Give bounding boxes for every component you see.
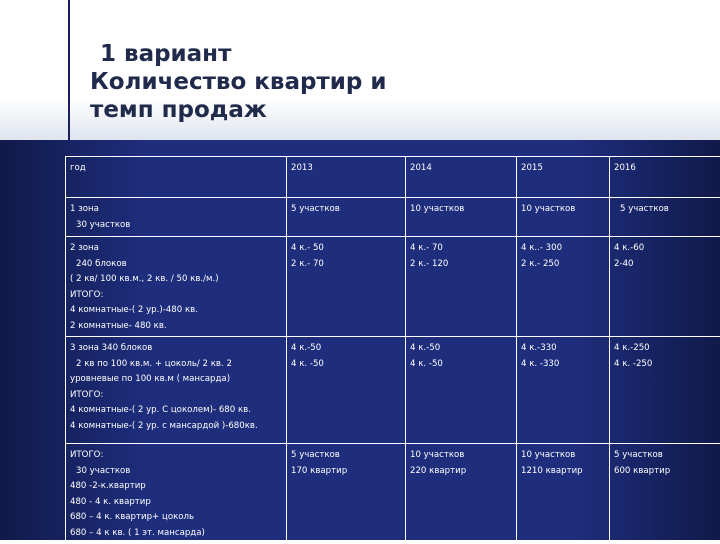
table-row <box>66 337 720 444</box>
cell-line: 480 - 4 к. квартир <box>70 495 282 511</box>
title-line-1: 1 вариант <box>90 40 386 68</box>
cell-line: ИТОГО: <box>70 288 282 304</box>
table-cell <box>610 444 720 544</box>
cell-line: 4 к. -330 <box>521 357 605 373</box>
row-label-zone-1 <box>66 198 287 237</box>
cell-line: 4 к. -50 <box>410 357 512 373</box>
cell-line: 220 квартир <box>410 464 512 480</box>
header-cell-year: год <box>66 157 287 198</box>
table-cell <box>610 198 720 237</box>
row-label-zone-2 <box>66 237 287 337</box>
cell-line: 5 участков <box>291 448 401 464</box>
table-cell <box>406 337 517 444</box>
header-cell-2016: 2016 <box>610 157 720 198</box>
cell-line: 5 участков <box>291 202 401 218</box>
cell-line: 4 к. -250 <box>614 357 720 373</box>
cell-line: ( 2 кв/ 100 кв.м., 2 кв. / 50 кв./м.) <box>70 272 282 288</box>
cell-line: 10 участков <box>410 448 512 464</box>
table-cell <box>287 198 406 237</box>
header-cell-2013: 2013 <box>287 157 406 198</box>
cell-line: 2 комнатные- 480 кв. <box>70 319 282 335</box>
table-cell <box>287 444 406 544</box>
table-header-row <box>66 157 720 198</box>
row-label-zone-3 <box>66 337 287 444</box>
cell-line: 240 блоков <box>70 257 282 273</box>
cell-line: 2-40 <box>614 257 720 273</box>
cell-line: 3 зона 340 блоков <box>70 341 282 357</box>
cell-line: 4 комнатные-( 2 ур. С цоколем)- 680 кв. <box>70 403 282 419</box>
header-cell-2015: 2015 <box>517 157 610 198</box>
cell-line: 2 к.- 250 <box>521 257 605 273</box>
table-cell <box>610 337 720 444</box>
cell-line: 4 к. -50 <box>291 357 401 373</box>
cell-line: 1210 квартир <box>521 464 605 480</box>
cell-line: 4 к.-50 <box>291 341 401 357</box>
cell-line: 170 квартир <box>291 464 401 480</box>
table-cell <box>517 198 610 237</box>
cell-line: 2 к.- 120 <box>410 257 512 273</box>
table-cell <box>406 237 517 337</box>
table-cell <box>517 237 610 337</box>
cell-line: 4 к.-50 <box>410 341 512 357</box>
cell-line: 10 участков <box>521 448 605 464</box>
cell-line: 2 кв по 100 кв.м. + цоколь/ 2 кв. 2 <box>70 357 282 373</box>
cell-line: 10 участков <box>521 202 605 218</box>
table-row <box>66 198 720 237</box>
cell-line: 5 участков <box>614 448 720 464</box>
table-cell <box>406 444 517 544</box>
cell-line: 2 к.- 70 <box>291 257 401 273</box>
cell-line: 30 участков <box>70 464 282 480</box>
cell-line: 4 к.-330 <box>521 341 605 357</box>
cell-line: 5 участков <box>614 202 720 218</box>
table-cell <box>517 444 610 544</box>
cell-line: ИТОГО: <box>70 388 282 404</box>
cell-line: 4 к.-60 <box>614 241 720 257</box>
cell-line: 4 комнатные-( 2 ур. с мансардой )-680кв. <box>70 419 282 435</box>
slide-title <box>90 40 386 124</box>
table-cell <box>406 198 517 237</box>
cell-line: 4 к.- 50 <box>291 241 401 257</box>
header-cell-2014: 2014 <box>406 157 517 198</box>
cell-line: 4 к.- 70 <box>410 241 512 257</box>
cell-line: 4 к.-250 <box>614 341 720 357</box>
cell-line: 680 – 4 к. квартир+ цоколь <box>70 510 282 526</box>
cell-line: 2 зона <box>70 241 282 257</box>
sales-table <box>65 156 720 544</box>
header-divider-line <box>68 0 70 148</box>
cell-line: ИТОГО: <box>70 448 282 464</box>
table-cell <box>287 337 406 444</box>
row-label-total <box>66 444 287 544</box>
cell-line: 10 участков <box>410 202 512 218</box>
table-row <box>66 237 720 337</box>
title-line-3: темп продаж <box>90 96 386 124</box>
cell-line: 600 квартир <box>614 464 720 480</box>
title-line-2: Количество квартир и <box>90 68 386 96</box>
cell-line: 4 комнатные-( 2 ур.)-480 кв. <box>70 303 282 319</box>
table-cell <box>610 237 720 337</box>
table-cell <box>287 237 406 337</box>
cell-line: 1 зона <box>70 202 282 218</box>
cell-line: уровневые по 100 кв.м ( мансарда) <box>70 372 282 388</box>
cell-line: 680 – 4 к кв. ( 1 эт. мансарда) <box>70 526 282 542</box>
table-cell <box>517 337 610 444</box>
table-row <box>66 444 720 544</box>
cell-line: 30 участков <box>70 218 282 234</box>
cell-line: 4 к..- 300 <box>521 241 605 257</box>
cell-line: 480 -2-к.квартир <box>70 479 282 495</box>
